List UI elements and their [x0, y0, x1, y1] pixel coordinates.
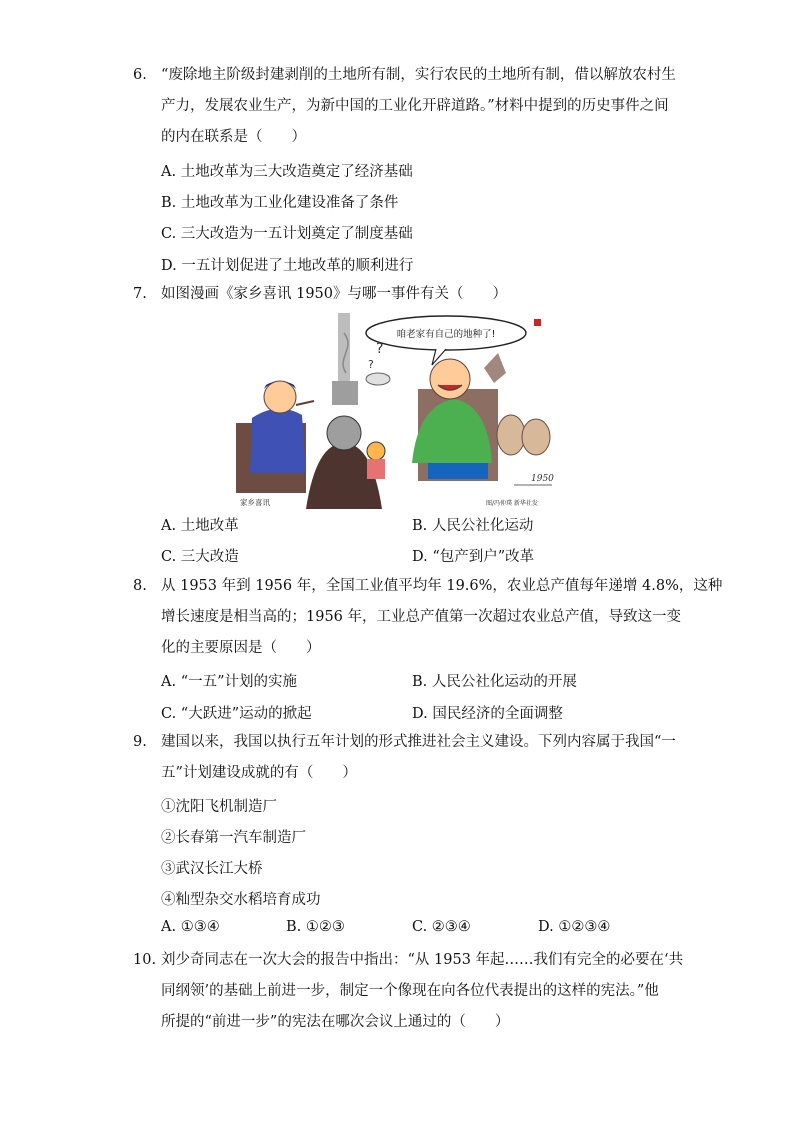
svg-text:?: ? — [376, 341, 384, 357]
stem-line: 所提的“前进一步”的宪法在哪次会议上通过的（ ） — [161, 1014, 510, 1030]
stem-line: 同纲领’的基础上前进一步，制定一个像现在向各位代表提出的这样的宪法。”他 — [161, 983, 659, 999]
question-stem — [161, 945, 684, 1038]
option-d: D. “包产到户”改革 — [412, 549, 535, 565]
option-b: B. 土地改革为工业化建设准备了条件 — [161, 195, 399, 211]
list-item: ③武汉长江大桥 — [161, 861, 263, 877]
question-stem — [161, 279, 671, 310]
stem-line: “废除地主阶级封建剥削的土地所有制，实行农民的土地所有制，借以解放农村生 — [161, 67, 676, 83]
kettle — [366, 373, 390, 385]
stem-line: 从 1953 年到 1956 年，全国工业值平均年 19.6%，农业总产值每年递增 4.8%，这种 — [161, 578, 723, 594]
stem-line: 的内在联系是（ ） — [161, 129, 306, 145]
happy-man-head — [430, 359, 470, 399]
option-d: D. ①②③④ — [538, 919, 611, 935]
option-c: C. 三大改造 — [161, 549, 239, 565]
stem-line: 化的主要原因是（ ） — [161, 640, 321, 656]
question-number: 8. — [133, 578, 147, 594]
man-head — [264, 381, 296, 413]
list-item: ④籼型杂交水稻培育成功 — [161, 892, 321, 908]
question-stem — [161, 727, 676, 789]
option-b: B. 人民公社化运动的开展 — [412, 674, 577, 690]
man-with-pipe — [250, 409, 306, 473]
stem-line: 刘少奇同志在一次大会的报告中指出：“从 1953 年起……我们有完全的必要在‘共 — [161, 952, 684, 968]
list-item: ②长春第一汽车制造厂 — [161, 830, 306, 846]
option-a: A. 土地改革为三大改造奠定了经济基础 — [161, 164, 413, 180]
question-number: 10. — [133, 952, 157, 968]
option-a: A. “一五”计划的实施 — [161, 674, 298, 690]
stove — [332, 381, 358, 405]
question-stem — [161, 60, 676, 153]
question-stem — [161, 571, 723, 664]
question-number: 7. — [133, 286, 147, 302]
speech-text: 咱老家有自己的地种了! — [396, 329, 496, 340]
option-c: C. “大跃进”运动的掀起 — [161, 706, 312, 722]
cartoon-image — [236, 313, 558, 509]
stem-line: 如图漫画《家乡喜讯 1950》与哪一事件有关（ ） — [161, 286, 508, 302]
question-number: 6. — [133, 67, 147, 83]
list-item: ①沈阳飞机制造厂 — [161, 799, 277, 815]
option-b: B. 人民公社化运动 — [412, 518, 534, 534]
stem-line: 产力，发展农业生产，为新中国的工业化开辟道路。”材料中提到的历史事件之间 — [161, 98, 669, 114]
cartoon-year: 1950 — [531, 474, 554, 484]
woman-head — [327, 416, 361, 450]
cartoon-caption: 家乡喜讯 — [240, 498, 270, 507]
option-a: A. 土地改革 — [161, 518, 239, 534]
option-d: D. 一五计划促进了土地改革的顺利进行 — [161, 258, 414, 274]
stem-line: 建国以来，我国以执行五年计划的形式推进社会主义建设。下列内容属于我国“一 — [161, 734, 676, 750]
option-c: C. 三大改造为一五计划奠定了制度基础 — [161, 226, 413, 242]
option-d: D. 国民经济的全面调整 — [412, 706, 563, 722]
cartoon-credit: 图/冯仲璞 新华社发 — [486, 500, 538, 507]
stem-line: 五”计划建设成就的有（ ） — [161, 765, 357, 781]
bundle — [522, 419, 550, 455]
bundle — [497, 415, 525, 455]
option-b: B. ①②③ — [286, 919, 345, 935]
option-c: C. ②③④ — [412, 919, 471, 935]
child — [367, 442, 385, 460]
question-number: 9. — [133, 734, 147, 750]
stem-line: 增长速度是相当高的；1956 年，工业总产值第一次超过农业总产值，导致这一变 — [161, 609, 682, 625]
svg-text:?: ? — [368, 358, 374, 371]
seal — [534, 319, 541, 326]
option-a: A. ①③④ — [161, 919, 220, 935]
